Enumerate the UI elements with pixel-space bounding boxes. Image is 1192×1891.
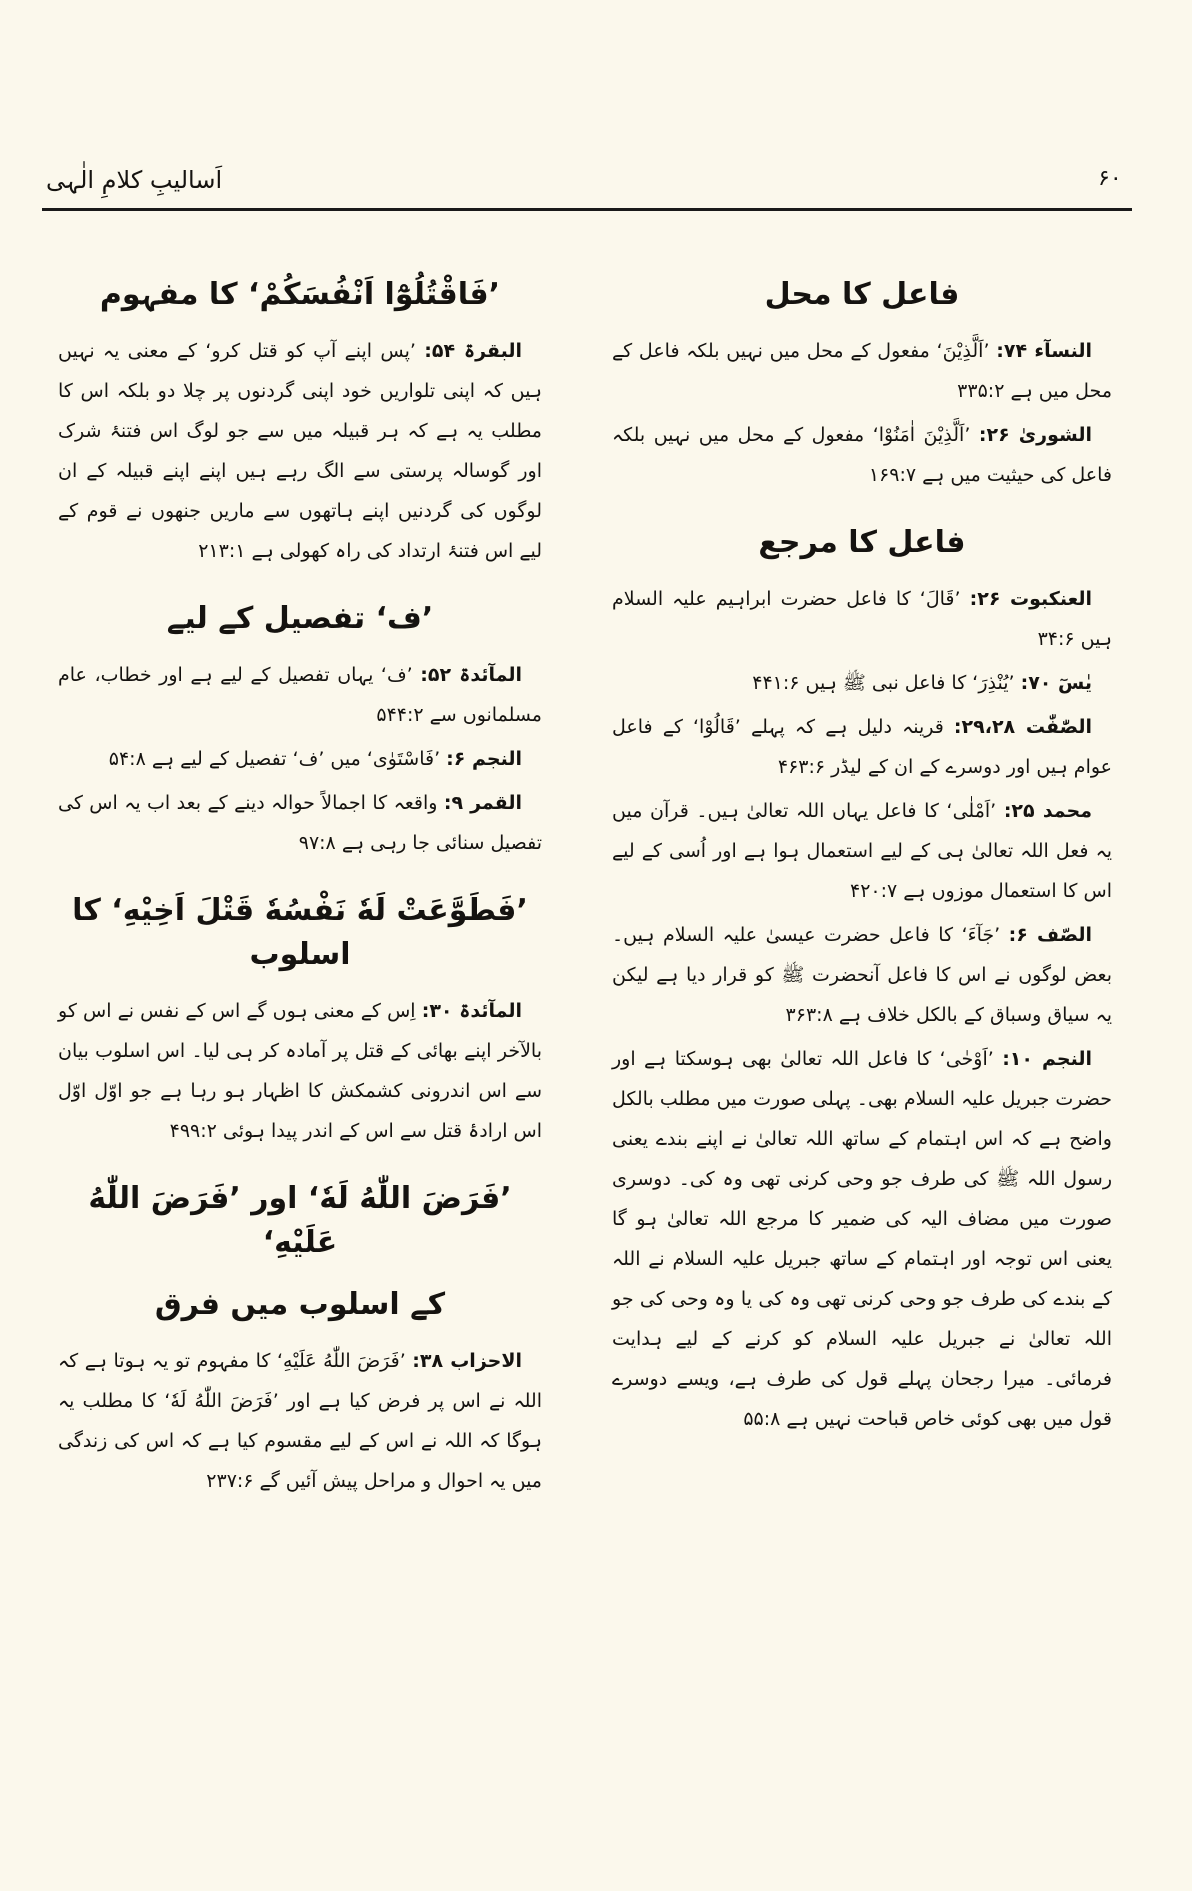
entry [58,739,542,779]
entry-ref: محمد ۲۵: [1003,800,1092,822]
page-number: ۶۰ [1098,166,1122,191]
entry-text: ’اَلَّذِیْنَ‘ مفعول کے محل میں نہیں بلکہ فاعل کے محل میں ہے ۳۳۵:۲ [612,340,1112,402]
right-column [612,273,1112,1443]
left-column [58,273,542,1505]
entry [58,991,542,1151]
entry [612,663,1112,703]
entry-text: ’پس اپنے آپ کو قتل کرو‘ کے معنی یہ نہیں ہیں کہ اپنی تلواریں خود اپنی گردنوں پر چلا دو بلکہ اس کا مطلب یہ ہے کہ ہر قبیلہ میں سے جو لوگ اس فتنۂ شرک اور گوسالہ پرستی سے الگ رہے ہیں اپنے اپنے قبیلہ کے ان لوگوں کی گردنیں اپنے ہاتھوں سے ماریں جنھوں نے قوم کے لیے اس فتنۂ ارتداد کی راہ کھولی ہے ۲۱۳:۱ [58,340,542,562]
entry-ref: النسآء ۷۴: [996,340,1092,362]
entry [612,915,1112,1035]
entry [58,1341,542,1501]
entry [612,579,1112,659]
section-heading: ’فَاقْتُلُوْٓا اَنْفُسَکُمْ‘ کا مفہوم [99,277,501,312]
entry-ref: القمر ۹: [443,792,522,814]
entry-text: ’قَالَ‘ کا فاعل حضرت ابراہیم علیہ السلام ہیں ۳۴:۶ [612,588,1112,650]
entry [612,415,1112,495]
entry [612,707,1112,787]
header-rule [42,208,1132,211]
entry-text: ’اَوْحٰی‘ کا فاعل اللہ تعالیٰ بھی ہوسکتا ہے اور حضرت جبریل علیہ السلام بھی۔ پہلی صورت میں مطلب بالکل واضح ہے کہ اس اہتمام کے ساتھ اللہ تعالیٰ نے اپنے بندے یعنی رسول اللہ ﷺ کی طرف جو وحی کرنی تھی وہ کی۔ دوسری صورت میں مضاف الیہ کی ضمیر کا مرجع اللہ تعالیٰ ہو گا یعنی اس توجہ اور اہتمام کے ساتھ جبریل علیہ السلام نے اللہ کے بندے کی طرف جو وحی کرنی تھی وہ کی یا وہ وحی کی جو اللہ تعالیٰ نے جبریل علیہ السلام کو کرنے کے لیے ہدایت فرمائی۔ میرا رجحان پہلے قول کی طرف ہے، ویسے دوسرے قول میں بھی کوئی خاص قباحت نہیں ہے ۵۵:۸ [612,1048,1112,1430]
entry-text: ’جَآءَ‘ کا فاعل حضرت عیسیٰ علیہ السلام ہیں۔ بعض لوگوں نے اس کا فاعل آنحضرت ﷺ کو قرار دیا ہے لیکن یہ سیاق وسباق کے بالکل خلاف ہے ۳۶۳:۸ [612,924,1112,1026]
section-heading: ’ف‘ تفصیل کے لیے [166,601,434,636]
entry-ref: الصّف ۶: [1008,924,1092,946]
entry-ref: البقرۃ ۵۴: [424,340,522,362]
running-header-title: اَسالیبِ کلامِ الٰہی [46,166,223,194]
entry [612,791,1112,911]
section-heading: ’فَرَضَ اللّٰهُ لَهٗ‘ اور ’فَرَضَ اللّٰهُ عَلَيْهِ‘ [88,1181,512,1260]
section-heading: ’فَطَوَّعَتْ لَهٗ نَفْسُهٗ قَتْلَ اَخِيْهِ‘ کا اسلوب [72,893,528,972]
entry-ref: العنکبوت ۲۶: [969,588,1092,610]
entry-text: ’ف‘ یہاں تفصیل کے لیے ہے اور خطاب، عام مسلمانوں سے ۵۴۴:۲ [58,664,542,726]
entry-ref: الاحزاب ۳۸: [412,1350,522,1372]
entry [58,783,542,863]
entry-text: واقعہ کا اجمالاً حوالہ دینے کے بعد اب یہ اس کی تفصیل سنائی جا رہی ہے ۹۷:۸ [58,792,542,854]
entry-text: ’فَاسْتَوٰی‘ میں ’ف‘ تفصیل کے لیے ہے ۵۴:۸ [108,748,447,770]
entry-text: ’فَرَضَ اللّٰهُ عَلَيْهِ‘ کا مفہوم تو یہ ہوتا ہے کہ اللہ نے اس پر فرض کیا ہے اور ’فَرَضَ اللّٰهُ لَهٗ‘ کا مطلب یہ ہوگا کہ اللہ نے اس کے لیے مقسوم کیا ہے کہ اس کی زندگی میں یہ احوال و مراحل پیش آئیں گے ۲۳۷:۶ [58,1350,542,1492]
entry [612,331,1112,411]
entry-text: ’اَمْلٰی‘ کا فاعل یہاں اللہ تعالیٰ ہیں۔ قرآن میں یہ فعل اللہ تعالیٰ ہی کے لیے استعمال ہوا ہے اور اُسی کے لیے اس کا استعمال موزوں ہے ۴۲۰:۷ [612,800,1112,902]
entry-text: قرینہ دلیل ہے کہ پہلے ’قَالُوْا‘ کے فاعل عوام ہیں اور دوسرے کے ان کے لیڈر ۴۶۳:۶ [612,716,1112,778]
section-heading: فاعل کا محل [764,277,960,312]
entry [612,1039,1112,1439]
entry-ref: الصّٰفّٰت ۲۹،۲۸: [953,716,1092,738]
entry-text: ’اَلَّذِیْنَ اٰمَنُوْا‘ مفعول کے محل میں نہیں بلکہ فاعل کی حیثیت میں ہے ۱۶۹:۷ [612,424,1112,486]
entry-ref: النجم ۱۰: [1002,1048,1092,1070]
entry [58,655,542,735]
entry-text: اِس کے معنی ہوں گے اس کے نفس نے اس کو بالآخر اپنے بھائی کے قتل پر آمادہ کر ہی لیا۔ اس اسلوب بیان سے اس اندرونی کشمکش کا اظہار ہو رہا ہے جو اوّل اوّل اس ارادۂ قتل سے اس کے اندر پیدا ہوئی ۴۹۹:۲ [58,1000,542,1142]
entry-ref: المآئدۃ ۳۰: [421,1000,522,1022]
entry-ref: الشوریٰ ۲۶: [978,424,1092,446]
entry [58,331,542,571]
section-heading: فاعل کا مرجع [758,525,966,560]
entry-text: ’یُنْذِرَ‘ کا فاعل نبی ﷺ ہیں ۴۴۱:۶ [752,672,1021,694]
entry-ref: المآئدۃ ۵۲: [420,664,522,686]
entry-ref: النجم ۶: [446,748,522,770]
section-heading-continued: کے اسلوب میں فرق [154,1287,446,1322]
entry-ref: یٰسٓ ۷۰: [1020,672,1092,694]
